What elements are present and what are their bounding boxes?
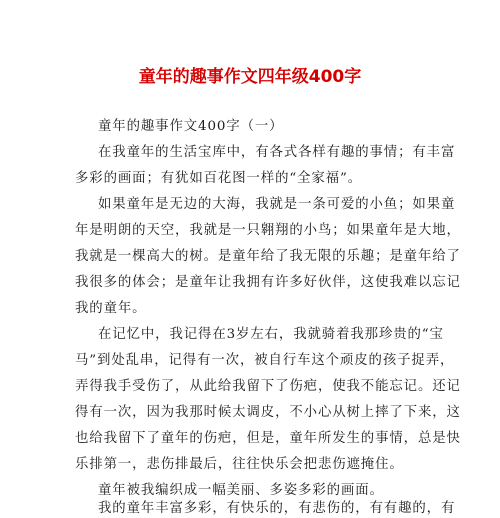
section-heading: 童年的趣事作文400字（一） <box>98 119 284 134</box>
paragraph-line: 在我童年的生活宝库中，有各式各样有趣的事情；有丰富 <box>98 145 456 160</box>
paragraph-line: 乐排第一，悲伤排最后，往往快乐会把悲伤遮掩住。 <box>75 457 404 472</box>
paragraph-line: 我的童年。 <box>75 301 147 316</box>
paragraph-line: 我很多的体会；是童年让我拥有许多好伙伴，这使我难以忘记 <box>75 275 461 290</box>
paragraph-line: 如果童年是无边的大海，我就是一条可爱的小鱼；如果童 <box>98 197 456 212</box>
paragraph-line: 我就是一棵高大的树。是童年给了我无限的乐趣；是童年给了 <box>75 249 461 264</box>
paragraph-line: 我的童年丰富多彩，有快乐的，有悲伤的，有有趣的，有 <box>98 501 456 516</box>
paragraph-line: 年是明朗的天空，我就是一只翱翔的小鸟；如果童年是大地， <box>75 223 461 238</box>
paragraph-line: 多彩的画面；有犹如百花图一样的“全家福”。 <box>75 171 363 186</box>
paragraph-line: 得有一次，因为我那时候太调皮，不小心从树上摔了下来，这 <box>75 405 461 420</box>
paragraph-line: 也给我留下了童年的伤疤，但是，童年所发生的事情，总是快 <box>75 431 461 446</box>
document-title: 童年的趣事作文四年级400字 <box>138 67 362 87</box>
paragraph-line: 在记忆中，我记得在3岁左右，我就骑着我那珍贵的“宝 <box>98 327 444 342</box>
paragraph-line: 童年被我编织成一幅美丽、多姿多彩的画面。 <box>98 483 384 498</box>
paragraph-line: 弄得我手受伤了，从此给我留下了伤疤，使我不能忘记。还记 <box>75 379 461 394</box>
paragraph-line: 马”到处乱串，记得有一次，被自行车这个顽皮的孩子捉弄， <box>75 353 455 368</box>
